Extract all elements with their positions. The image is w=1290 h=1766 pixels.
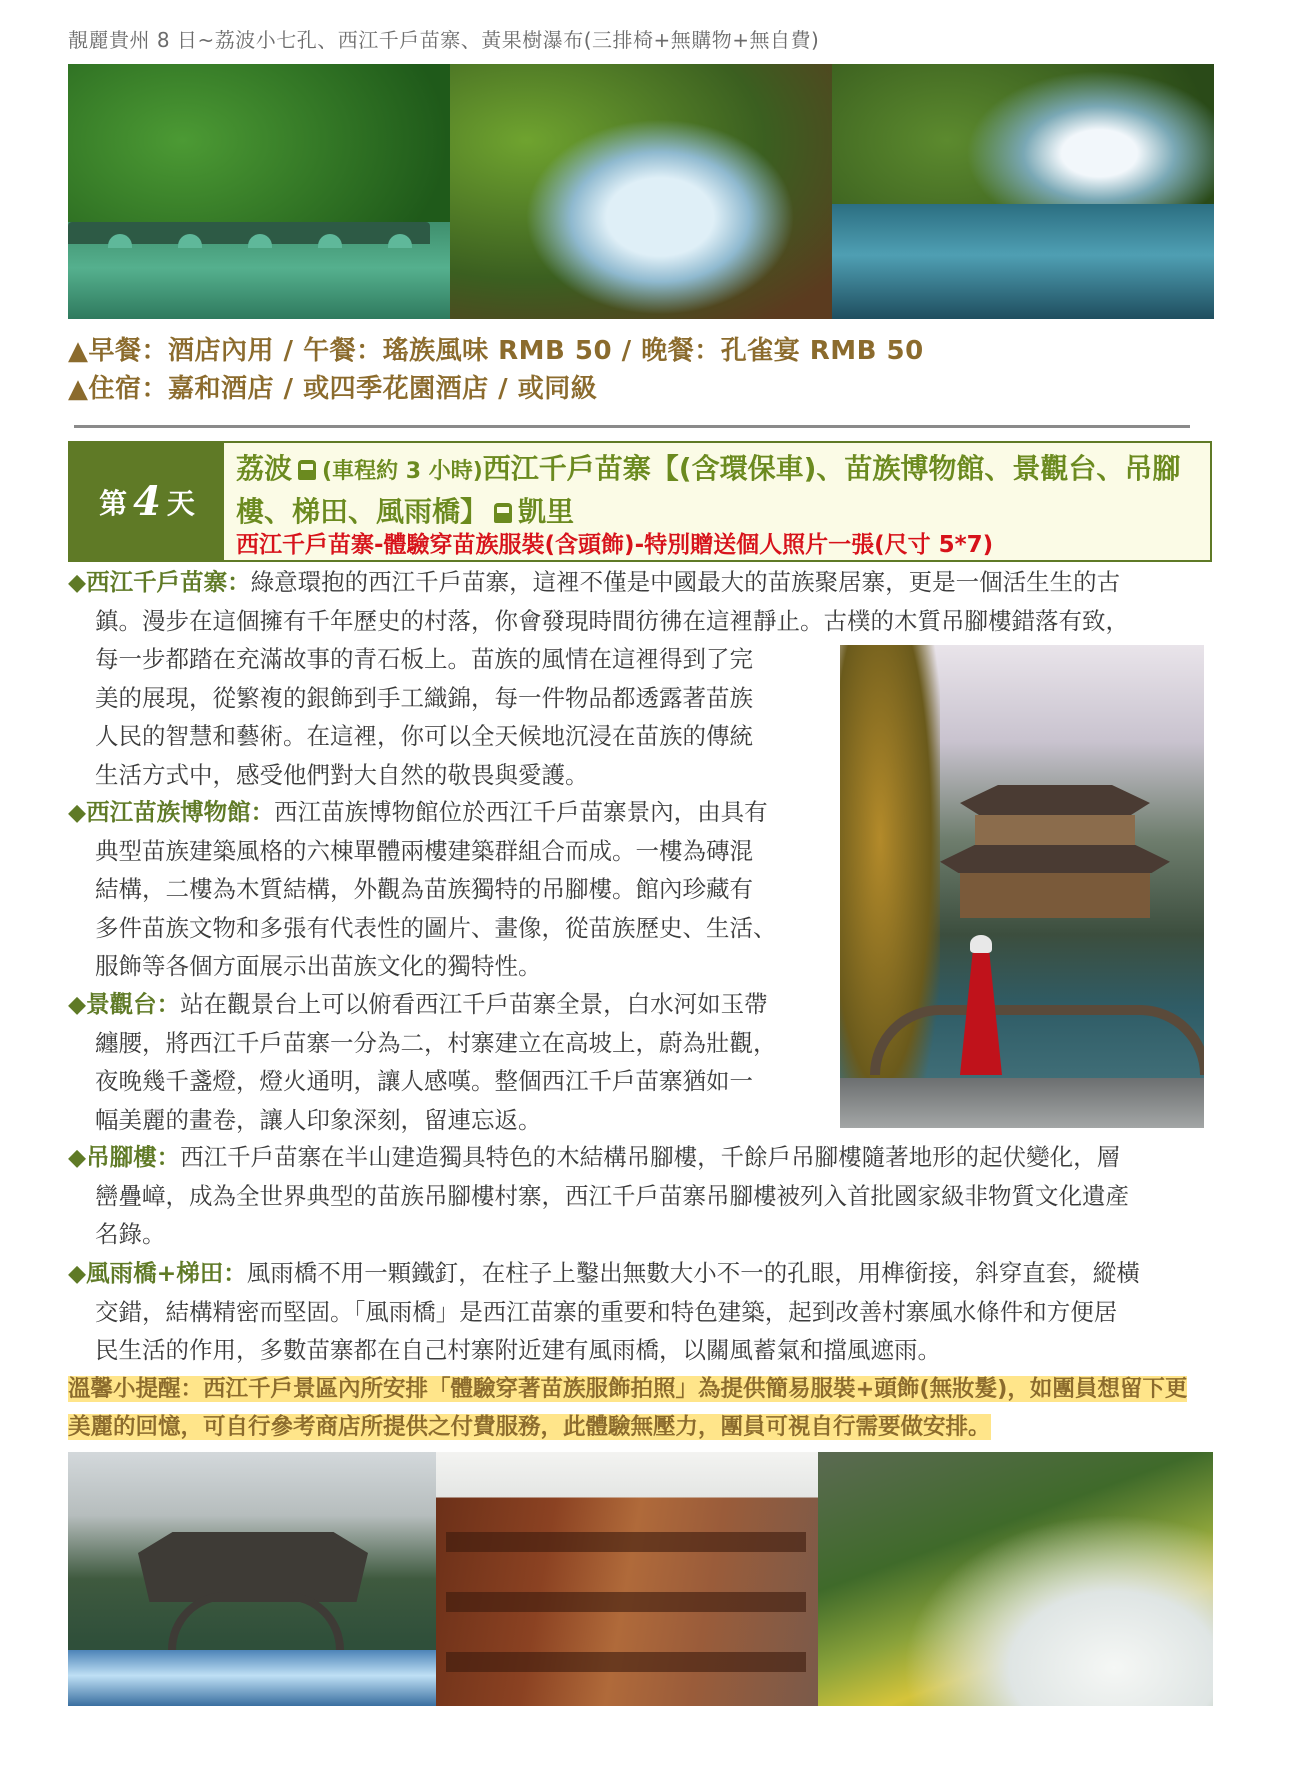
route-origin: 荔波 — [236, 452, 293, 485]
meal-info: ▲早餐：酒店內用 / 午餐：瑤族風味 RMB 50 / 晚餐：孔雀宴 RMB 50 — [68, 336, 924, 366]
diamond-bullet-icon: ◆ — [68, 990, 87, 1018]
section-text: 風雨橋不用一顆鐵釘，在柱子上鑿出無數大小不一的孔眼，用榫銜接，斜穿直套，縱橫 — [246, 1259, 1140, 1287]
section-xijiang-village — [68, 563, 1218, 794]
section-text: 結構，二樓為木質結構，外觀為苗族獨特的吊腳樓。館內珍藏有 — [95, 875, 753, 903]
house-row — [446, 1652, 806, 1672]
riverbank-rocks — [840, 1078, 1204, 1128]
pavilion-roof — [940, 845, 1170, 873]
section-text: 西江苗族博物館位於西江千戶苗寨景內，由具有 — [274, 798, 768, 826]
section-text: 巒疊嶂，成為全世界典型的苗族吊腳樓村寨，西江千戶苗寨吊腳樓被列入首批國家級非物質文化遺產 — [95, 1181, 1129, 1210]
reminder-line: 溫馨小提醒：西江千戶景區內所安排「體驗穿著苗族服飾拍照」為提供簡易服裝+頭飾(無妝髮)，如團員想留下更 — [68, 1376, 1188, 1402]
wind-rain-bridge-photo — [68, 1452, 436, 1706]
section-heading: 風雨橋+梯田： — [86, 1259, 247, 1287]
section-text: 人民的智慧和藝術。在這裡，你可以全天候地沉浸在苗族的傳統 — [95, 722, 753, 750]
arched-bridge — [870, 1005, 1204, 1075]
section-text: 民生活的作用，多數苗寨都在自己村寨附近建有風雨橋，以關風蓄氣和擋風遮雨。 — [95, 1336, 941, 1364]
section-text: 美的展現，從繁複的銀飾到手工織錦，每一件物品都透露著苗族 — [95, 683, 753, 712]
bridge-arch — [168, 1592, 344, 1650]
day-label — [70, 443, 224, 560]
section-heading: 景觀台： — [86, 990, 181, 1018]
top-photo-strip — [68, 64, 1214, 319]
day-route — [236, 449, 1196, 532]
day-header-box — [68, 441, 1212, 562]
route-destinations: 西江千戶苗寨【(含環保車)、苗族博物館、景觀台、吊腳樓、梯田、風雨橋】 — [236, 452, 1181, 528]
day-prefix: 第 — [99, 486, 128, 520]
section-text: 服飾等各個方面展示出苗族文化的獨特性。 — [95, 952, 542, 980]
diamond-bullet-icon: ◆ — [68, 1143, 87, 1171]
stilt-house-street-photo — [436, 1452, 818, 1706]
day-number: 4 — [133, 478, 161, 525]
section-text: 幅美麗的畫卷，讓人印象深刻，留連忘返。 — [95, 1105, 542, 1134]
bus-icon — [494, 503, 512, 523]
route-end: 凱里 — [518, 495, 575, 528]
house-row — [446, 1592, 806, 1612]
bottom-photo-strip — [68, 1452, 1213, 1706]
section-miao-museum — [68, 793, 838, 986]
section-viewing-platform — [68, 985, 838, 1139]
section-text: 名錄。 — [95, 1220, 166, 1248]
pavilion-body — [975, 815, 1135, 845]
red-dress — [960, 953, 1002, 1075]
section-text: 站在觀景台上可以俯看西江千戶苗寨全景，白水河如玉帶 — [180, 990, 768, 1018]
stream-waterfall-photo — [450, 64, 832, 319]
section-stilt-houses — [68, 1138, 1228, 1254]
section-text: 西江千戶苗寨在半山建造獨具特色的木結構吊腳樓，千餘戶吊腳樓隨著地形的起伏變化，層 — [180, 1143, 1121, 1171]
miao-costume-woman — [952, 935, 1010, 1075]
terraced-fields-photo — [818, 1452, 1213, 1706]
house-row — [446, 1532, 806, 1552]
diamond-bullet-icon: ◆ — [68, 568, 87, 596]
section-text: 交錯，結構精密而堅固。「風雨橋」是西江苗寨的重要和特色建築，起到改善村寨風水條件和方便居 — [95, 1297, 1118, 1326]
accommodation-info: ▲住宿：嘉和酒店 / 或四季花園酒店 / 或同級 — [68, 374, 598, 404]
section-text: 纏腰，將西江千戶苗寨一分為二，村寨建立在高坡上，蔚為壯觀， — [95, 1028, 777, 1057]
section-heading: 西江千戶苗寨： — [86, 568, 251, 596]
bus-icon — [298, 460, 316, 480]
silver-headpiece — [970, 935, 992, 953]
large-waterfall-photo — [832, 64, 1214, 319]
route-duration: (車程約 3 小時) — [322, 459, 483, 484]
reminder-line: 美麗的回憶，可自行參考商店所提供之付費服務，此體驗無壓力，團員可視自行需要做安排。 — [68, 1414, 991, 1440]
section-text: 典型苗族建築風格的六棟單體兩樓建築群組合而成。一樓為磚混 — [95, 836, 753, 865]
section-bridge-terraces — [68, 1254, 1228, 1370]
section-heading: 西江苗族博物館： — [86, 798, 275, 826]
section-text: 夜晚幾千盞燈，燈火通明，讓人感嘆。整個西江千戶苗寨猶如一 — [95, 1067, 753, 1095]
bridge-lake-photo — [68, 64, 450, 319]
page-title: 靚麗貴州 8 日~荔波小七孔、西江千戶苗寨、黃果樹瀑布(三排椅+無購物+無自費) — [68, 28, 820, 52]
section-text: 多件苗族文物和多張有代表性的圖片、畫像，從苗族歷史、生活、 — [95, 913, 777, 942]
diamond-bullet-icon: ◆ — [68, 798, 87, 826]
section-divider — [74, 425, 1190, 428]
day-suffix: 天 — [166, 486, 195, 520]
diamond-bullet-icon: ◆ — [68, 1259, 87, 1287]
pavilion-body — [960, 873, 1150, 918]
section-text: 鎮。漫步在這個擁有千年歷史的村落，你會發現時間彷彿在這裡靜止。古樸的木質吊腳樓錯落有致， — [95, 606, 1129, 635]
section-heading: 吊腳樓： — [86, 1143, 181, 1171]
day-highlight-note: 西江千戶苗寨-體驗穿苗族服裝(含頭飾)-特別贈送個人照片一張(尺寸 5*7) — [236, 532, 994, 558]
section-text: 生活方式中，感受他們對大自然的敬畏與愛護。 — [95, 760, 589, 789]
reminder-note — [68, 1370, 1220, 1446]
section-text: 每一步都踏在充滿故事的青石板上。苗族的風情在這裡得到了完 — [95, 645, 753, 673]
section-text: 綠意環抱的西江千戶苗寨，這裡不僅是中國最大的苗族聚居寨，更是一個活生生的古 — [250, 568, 1121, 596]
